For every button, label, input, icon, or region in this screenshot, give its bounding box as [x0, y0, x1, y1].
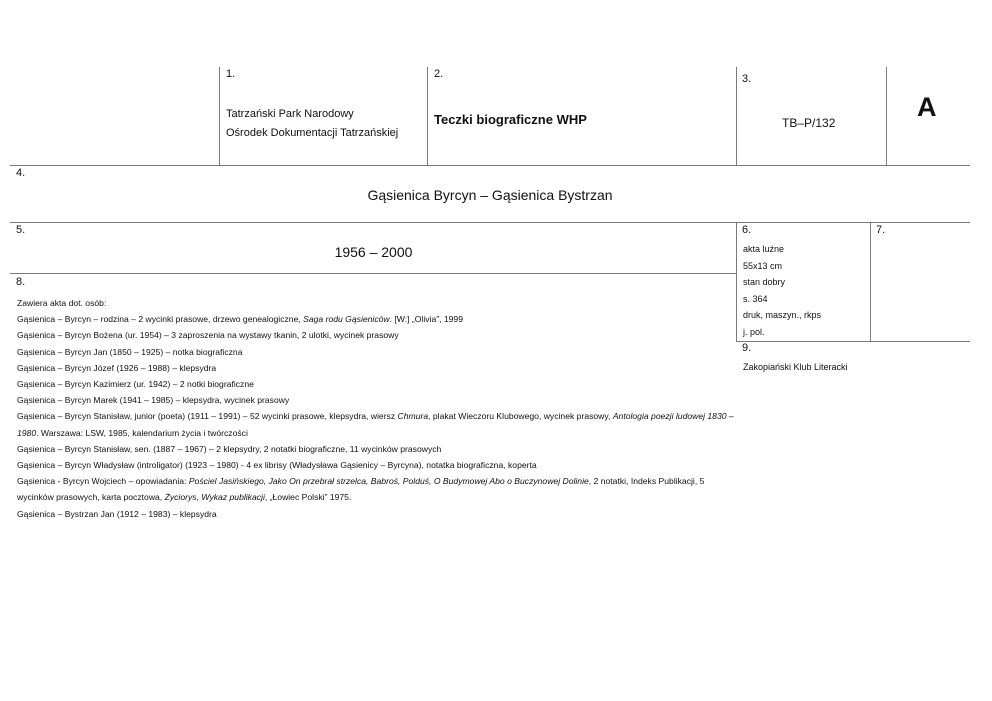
divider-h-dates — [10, 273, 737, 274]
list-item: Gąsienica – Byrcyn Władysław (introligator) (1923 – 1980) - 4 ex librisy (Władysława Gąsienicy – Byrcyna), notatka biograficzna, koperta — [17, 460, 537, 471]
date-range: 1956 – 2000 — [334, 244, 413, 260]
list-item: Gąsienica – Byrcyn Józef (1926 – 1988) – klepsydra — [17, 362, 217, 373]
institution-name: Tatrzański Park Narodowy — [226, 108, 354, 120]
field-1-number: 1. — [226, 68, 236, 80]
divider-h-title — [10, 222, 970, 223]
divider-v-f7 — [870, 222, 871, 342]
category-letter: A — [917, 92, 937, 122]
list-item: Gąsienica – Bystrzan Jan (1912 – 1983) – klepsydra — [17, 508, 217, 519]
list-item: Gąsienica – Byrcyn Jan (1850 – 1925) – notka biograficzna — [17, 346, 243, 357]
divider-h-f6 — [736, 341, 970, 342]
divider-v-1 — [219, 67, 220, 166]
field-2-number: 2. — [434, 68, 444, 80]
field-5-number: 5. — [16, 224, 26, 236]
related-organization: Zakopiański Klub Literacki — [743, 362, 848, 372]
collection-title: Teczki biograficzne WHP — [434, 112, 587, 127]
signature-code: TB–P/132 — [782, 116, 836, 130]
list-item: Gąsienica – Byrcyn Marek (1941 – 1985) – klepsydra, wycinek prasowy — [17, 395, 290, 406]
institution-department: Ośrodek Dokumentacji Tatrzańskiej — [226, 127, 399, 139]
physical-description-line: akta luźne — [743, 244, 785, 254]
physical-description-line: j. pol. — [743, 327, 765, 337]
physical-description-line: s. 364 — [743, 294, 768, 304]
list-item: Gąsienica – Byrcyn Kazimierz (ur. 1942) – 2 notki biograficzne — [17, 379, 254, 390]
divider-v-3 — [736, 67, 737, 166]
field-3-number: 3. — [742, 73, 752, 85]
divider-v-4 — [886, 67, 887, 166]
record-title: Gąsienica Byrcyn – Gąsienica Bystrzan — [367, 187, 613, 203]
list-item: Gąsienica - Byrcyn Wojciech – opowiadania: Pościel Jasińskiego, Jako On przebrał strzelca, Babroś, Polduś, O Budymowej Abo o Buczynowej Dolinie, 2 notatki, Indeks Publikacji, 5 wycinków prasowych, karta pocztowa, Życiorys, Wykaz publikacji, „Łowiec Polski” 1975. — [17, 476, 705, 503]
divider-h-header — [10, 165, 970, 166]
list-item: Gąsienica – Byrcyn – rodzina – 2 wycinki prasowe, drzewo genealogiczne, Saga rodu Gąsieniców. [W:] „Olivia”, 1999 — [17, 314, 463, 325]
physical-description-line: 55x13 cm — [743, 261, 783, 271]
field-8-number: 8. — [16, 276, 26, 288]
field-4-number: 4. — [16, 167, 26, 179]
divider-v-2 — [427, 67, 428, 166]
field-9-number: 9. — [742, 342, 752, 354]
field-6-number: 6. — [742, 224, 752, 236]
list-item: Gąsienica – Byrcyn Stanisław, sen. (1887 – 1967) – 2 klepsydry, 2 notatki biograficzne, 11 wycinków prasowych — [17, 443, 442, 454]
list-item: Gąsienica – Byrcyn Stanisław, junior (poeta) (1911 – 1991) – 52 wycinki prasowe, klepsydra, wiersz Chmura, plakat Wieczoru Klubowego, wycinek prasowy, Antologia poezji ludowej 1830 – 1980. Warszawa: LSW, 1985, kalendarium życia i twórczości — [17, 411, 734, 438]
field-7-number: 7. — [876, 224, 886, 236]
contents-list — [17, 295, 737, 522]
list-item: Gąsienica – Byrcyn Bożena (ur. 1954) – 3 zaproszenia na wystawy tkanin, 2 ulotki, wycinek prasowy — [17, 330, 399, 341]
contents-intro: Zawiera akta dot. osób: — [17, 298, 107, 308]
physical-description-line: druk, maszyn., rkps — [743, 310, 822, 320]
physical-description-line: stan dobry — [743, 277, 786, 287]
